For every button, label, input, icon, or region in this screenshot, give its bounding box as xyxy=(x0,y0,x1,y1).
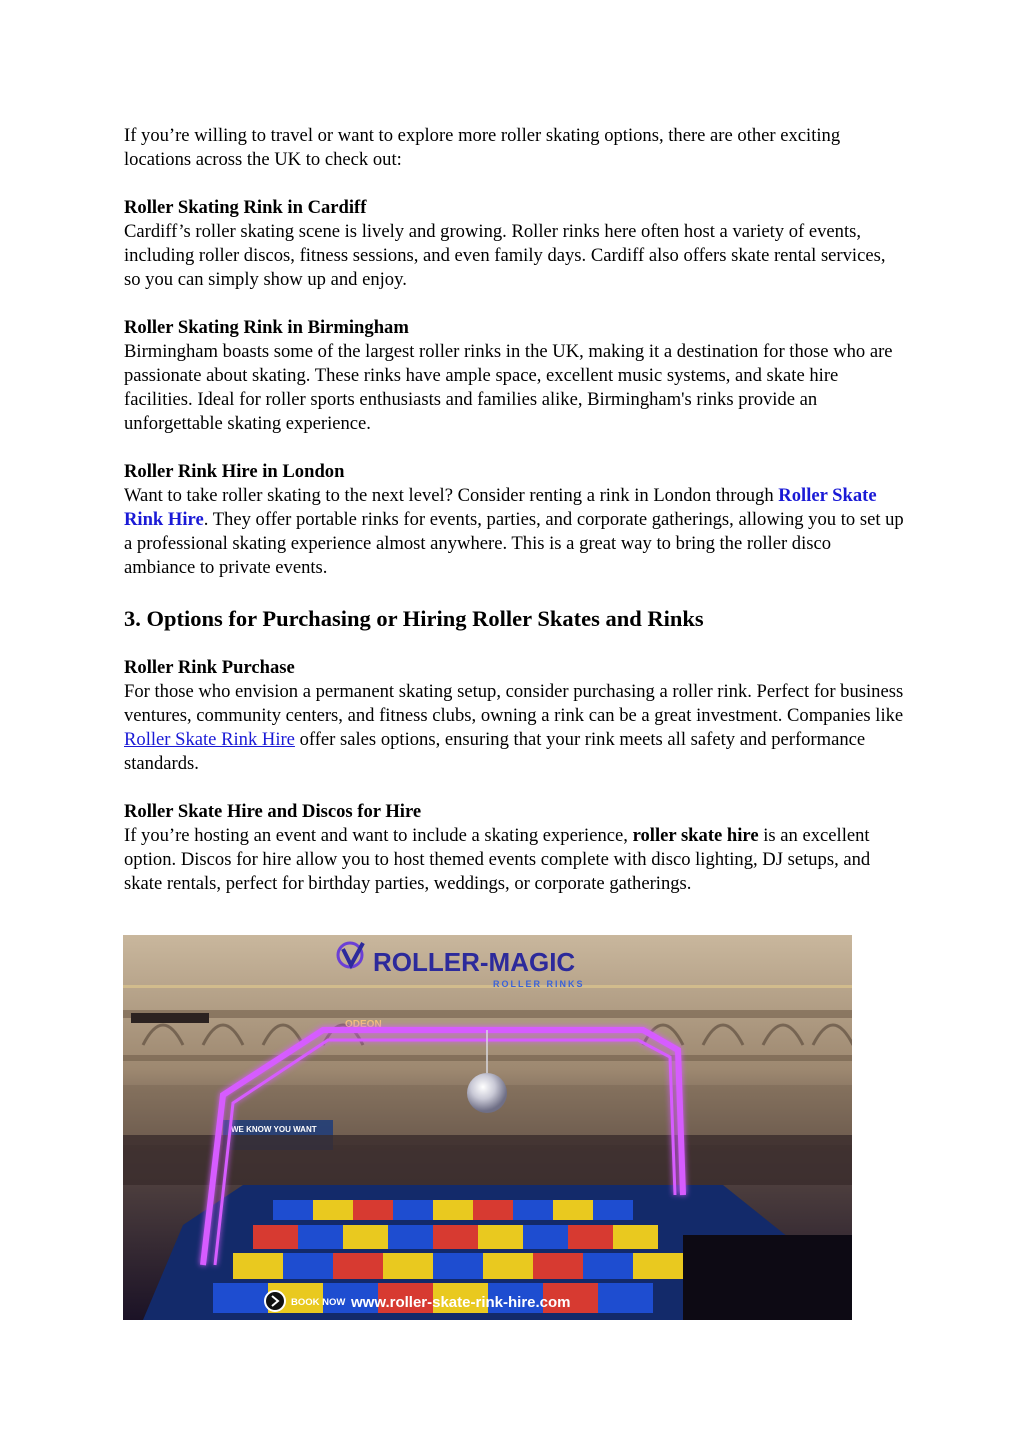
birmingham-heading: Roller Skating Rink in Birmingham xyxy=(124,317,409,338)
intro-paragraph: If you’re willing to travel or want to explore more roller skating options, there are other exciting locations across the UK to check out: xyxy=(124,125,841,170)
roller-skate-rink-hire-link-2[interactable]: Roller Skate Rink Hire xyxy=(124,729,295,750)
birmingham-section xyxy=(124,316,904,436)
purchase-body xyxy=(124,680,904,776)
arrow-circle-icon xyxy=(265,1291,285,1311)
purchase-text-before: For those who envision a permanent skating setup, consider purchasing a roller rink. Perfect for business ventures, community centers, and fitness clubs, owning a rink can be a great investment. Companies like xyxy=(124,681,904,726)
purchase-heading: Roller Rink Purchase xyxy=(124,657,295,678)
london-text-after: . They offer portable rinks for events, parties, and corporate gatherings, allowing you to set up a professional skating experience almost anywhere. This is a great way to bring the roller disco ambiance to private events. xyxy=(124,509,904,578)
discos-text-after: is an excellent option. Discos for hire allow you to host themed events complete with disco lighting, DJ setups, and skate rentals, perfect for birthday parties, weddings, or corporate gatherings. xyxy=(124,825,871,894)
odeon-sign: ODEON xyxy=(345,1019,382,1030)
roller-skate-rink-hire-link[interactable]: Roller Skate Rink Hire xyxy=(124,485,877,530)
cardiff-heading: Roller Skating Rink in Cardiff xyxy=(124,197,367,218)
roller-skate-hire-bold: roller skate hire xyxy=(632,825,759,846)
crowd xyxy=(123,1135,852,1185)
london-body xyxy=(124,484,904,580)
london-section xyxy=(124,460,904,580)
section-3-title: 3. Options for Purchasing or Hiring Roller Skates and Rinks xyxy=(124,606,704,631)
logo-text: ROLLER-MAGIC xyxy=(373,947,576,977)
rink-scene-illustration xyxy=(123,935,852,1320)
discos-body xyxy=(124,824,904,896)
banner-text: WE KNOW YOU WANT xyxy=(231,1125,317,1134)
roller-rink-photo xyxy=(123,935,852,1320)
purchase-section xyxy=(124,656,904,776)
london-text-before: Want to take roller skating to the next level? Consider renting a rink in London through xyxy=(124,485,779,506)
book-now-text[interactable]: BOOK NOW xyxy=(291,1297,346,1308)
website-url-text[interactable]: www.roller-skate-rink-hire.com xyxy=(351,1294,571,1311)
discos-heading: Roller Skate Hire and Discos for Hire xyxy=(124,801,422,822)
disco-ball xyxy=(467,1073,507,1113)
sign-left-board xyxy=(131,1013,209,1023)
logo-subtext: ROLLER RINKS xyxy=(493,979,585,989)
cardiff-body: Cardiff’s roller skating scene is lively and growing. Roller rinks here often host a variety of events, including roller discos, fitness sessions, and even family days. Cardiff also offers skate rental services, so you can simply show up and enjoy. xyxy=(124,221,886,290)
rink-barrier xyxy=(683,1235,852,1320)
discos-section xyxy=(124,800,904,896)
birmingham-body: Birmingham boasts some of the largest roller rinks in the UK, making it a destination for those who are passionate about skating. These rinks have ample space, excellent music systems, and skate hire facilities. Ideal for roller sports enthusiasts and families alike, Birmingham's rinks provide an unforgettable skating experience. xyxy=(124,341,893,434)
document-body xyxy=(124,124,904,920)
cardiff-section xyxy=(124,196,904,292)
london-heading: Roller Rink Hire in London xyxy=(124,461,345,482)
discos-text-before: If you’re hosting an event and want to include a skating experience, xyxy=(124,825,633,846)
purchase-text-after: offer sales options, ensuring that your rink meets all safety and performance standards. xyxy=(124,729,866,774)
